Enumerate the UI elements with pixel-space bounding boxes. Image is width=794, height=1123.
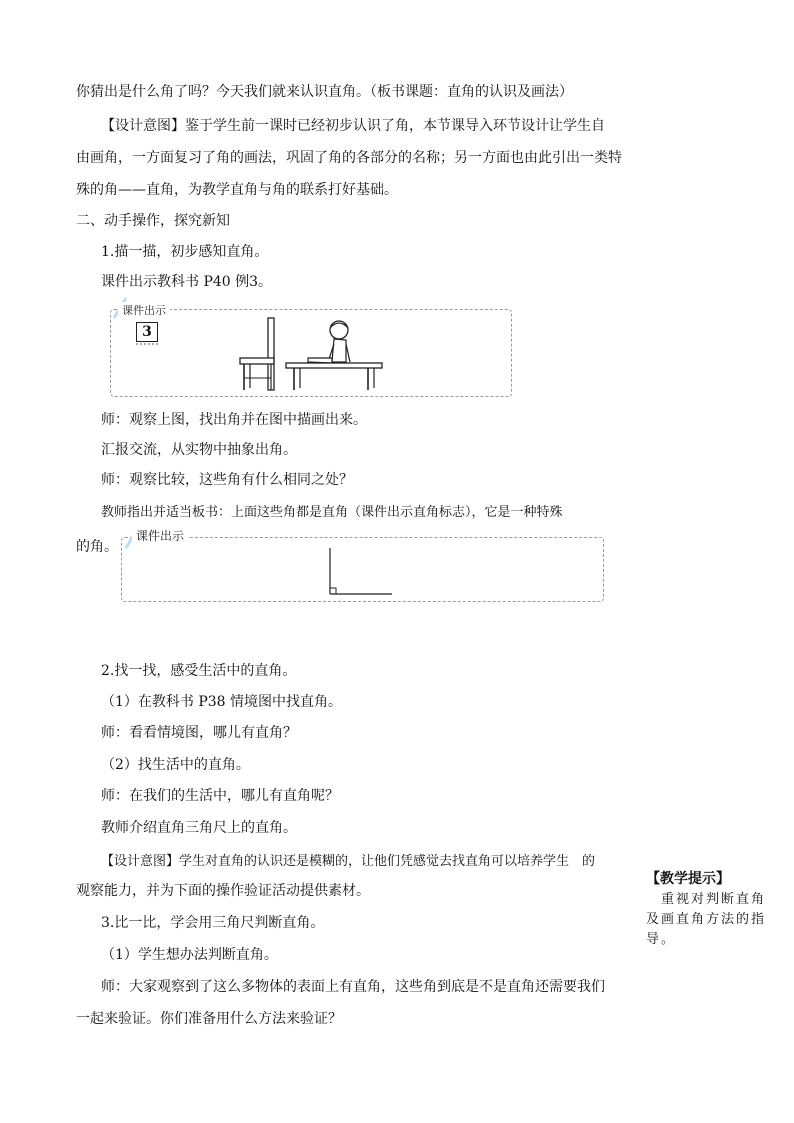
- design-intent-2-line-2: 观察能力，并为下面的操作验证活动提供素材。: [76, 883, 370, 899]
- step-2-teacher-2: 师：在我们的生活中，哪儿有直角呢？: [101, 788, 339, 804]
- step-3-heading: 3.比一比，学会用三角尺判断直角。: [101, 915, 325, 931]
- step-2-item-1: （1）在教科书 P38 情境图中找直角。: [101, 694, 343, 710]
- box-2-label: 课件出示: [132, 527, 188, 544]
- step-1-heading: 1.描一描，初步感知直角。: [101, 244, 269, 260]
- step-2-item-2: （2）找生活中的直角。: [101, 757, 250, 773]
- teacher-line-4-continued: 的角。: [76, 539, 118, 555]
- intro-sentence: 你猜出是什么角了吗？今天我们就来认识直角。（板书课题：直角的认识及画法）: [76, 84, 573, 100]
- design-intent-line-3: 殊的角——直角，为教学直角与角的联系打好基础。: [76, 182, 398, 198]
- teacher-line-1: 师：观察上图，找出角并在图中描画出来。: [101, 412, 367, 428]
- chair-illustration: [238, 318, 288, 393]
- section-heading: 二、动手操作，探究新知: [76, 213, 230, 229]
- design-intent-line-1: 【设计意图】鉴于学生前一课时已经初步认识了角，本节课导入环节设计让学生自: [101, 118, 605, 134]
- example-badge-underline: [136, 342, 160, 346]
- teacher-line-2: 汇报交流，从实物中抽象出角。: [101, 442, 297, 458]
- box-1-label: 课件出示: [118, 302, 170, 318]
- teacher-line-3: 师：观察比较，这些角有什么相同之处？: [101, 472, 353, 488]
- bench-child-illustration: [284, 318, 384, 393]
- step-2-heading: 2.找一找，感受生活中的直角。: [101, 663, 297, 679]
- step-3-teacher-1: 师：大家观察到了这么多物体的表面上有直角，这些角到底是不是直角还需要我们: [101, 979, 605, 995]
- teaching-tip-title: 【教学提示】: [646, 871, 730, 887]
- design-intent-2-line-1: 【设计意图】学生对直角的认识还是模糊的，让他们凭感觉去找直角可以培养学生 的: [101, 854, 596, 869]
- step-2-teacher-1: 师：看看情境图，哪儿有直角？: [101, 725, 297, 741]
- right-angle-figure: [326, 548, 396, 598]
- example-number-badge: 3: [136, 322, 158, 342]
- step-2-teacher-3: 教师介绍直角三角尺上的直角。: [101, 820, 297, 836]
- teaching-tip-body: 重视对判断直角及画直角方法的指导。: [646, 892, 767, 947]
- step-1-text: 课件出示教科书 P40 例3。: [101, 274, 273, 290]
- step-3-teacher-2: 一起来验证。你们准备用什么方法来验证？: [76, 1011, 342, 1027]
- step-3-item-1: （1）学生想办法判断直角。: [101, 947, 278, 963]
- teacher-line-4: 教师指出并适当板书：上面这些角都是直角（课件出示直角标志），它是一种特殊: [101, 505, 563, 520]
- design-intent-line-2: 由画角，一方面复习了角的画法，巩固了角的各部分的名称；另一方面也由此引出一类特: [76, 150, 622, 166]
